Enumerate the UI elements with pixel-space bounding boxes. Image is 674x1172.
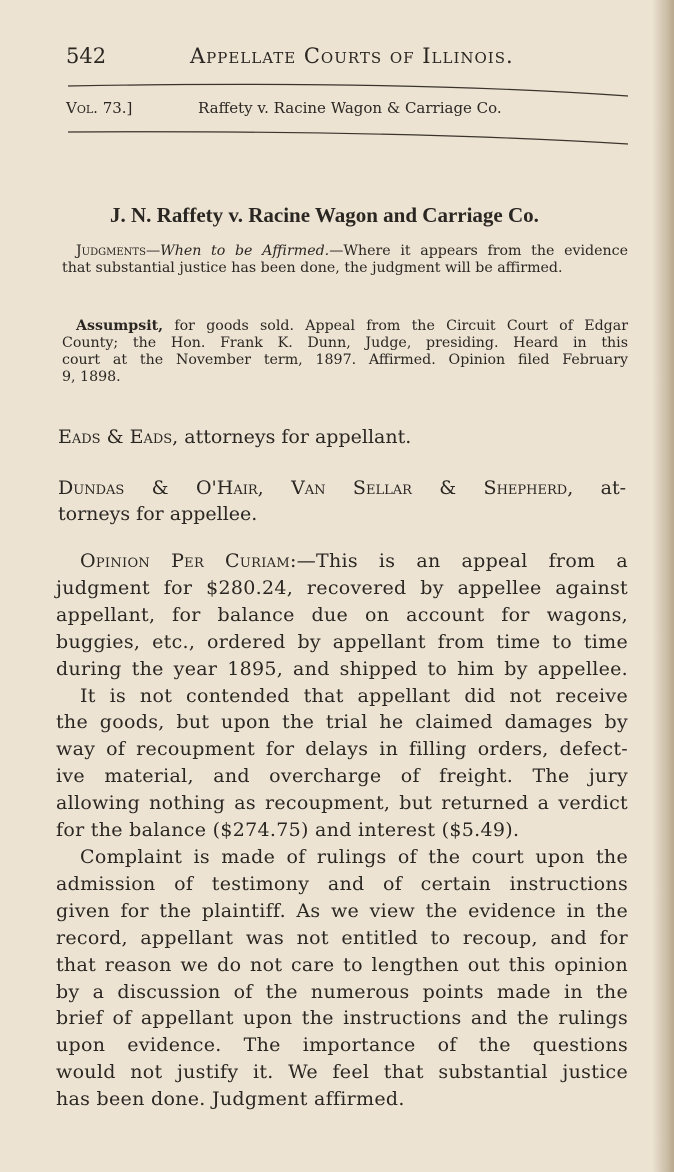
summary-line: 9, 1898. bbox=[62, 369, 121, 385]
opinion-line: Complaint is made of rulings of the court upon the bbox=[80, 845, 628, 868]
summary-text: for goods sold. Appeal from the Circuit Court of Edgar bbox=[163, 318, 628, 334]
opinion-line: buggies, etc., ordered by appellant from time to time bbox=[56, 630, 628, 653]
case-title: J. N. Raffety v. Racine Wagon and Carriage Co. bbox=[110, 203, 539, 227]
opinion-line: upon evidence. The importance of the questions bbox=[56, 1034, 628, 1057]
opinion-line: during the year 1895, and shipped to him by appellee. bbox=[56, 657, 628, 680]
opinion-line: record, appellant was not entitled to recoup, and for bbox=[56, 926, 628, 949]
opinion-line: allowing nothing as recoupment, but returned a verdict bbox=[56, 792, 628, 815]
opinion-line: by a discussion of the numerous points made in the bbox=[56, 980, 628, 1003]
appellant-attorneys bbox=[58, 424, 411, 450]
volume-label: Vol. 73.] bbox=[66, 99, 133, 117]
headnote-text: —Where it appears from the evidence bbox=[329, 243, 628, 259]
opinion-body bbox=[56, 548, 628, 1113]
opinion-line: judgment for $280.24, recovered by appellee against bbox=[56, 576, 628, 599]
opinion-line: given for the plaintiff. As we view the evidence in the bbox=[56, 899, 628, 922]
header-rule-top bbox=[68, 84, 628, 96]
opinion-line bbox=[56, 548, 628, 575]
opinion-line: that reason we do not care to lengthen out this opinion bbox=[56, 953, 628, 976]
opinion-line: ive material, and overcharge of freight. The jury bbox=[56, 765, 628, 788]
case-summary bbox=[62, 318, 628, 386]
header-rule-bottom bbox=[68, 132, 628, 144]
opinion-line: way of recoupment for delays in filling orders, defect- bbox=[56, 738, 628, 761]
opinion-line: appellant, for balance due on account for wagons, bbox=[56, 603, 628, 626]
opinion-line: would not justify it. We feel that substantial justice bbox=[56, 1061, 628, 1084]
running-case-name: Raffety v. Racine Wagon & Carriage Co. bbox=[198, 99, 502, 117]
opinion-line: for the balance ($274.75) and interest ($5.49). bbox=[56, 819, 520, 842]
opinion-lead: Opinion Per Curiam: bbox=[80, 550, 297, 572]
summary-lead: Assumpsit, bbox=[76, 318, 164, 334]
opinion-text: —This is an appeal from a bbox=[296, 550, 628, 572]
appellee-attorneys bbox=[58, 475, 626, 527]
appellee-line: torneys for appellee. bbox=[58, 503, 258, 525]
opinion-line: has been done. Judgment affirmed. bbox=[56, 1088, 405, 1111]
appellee-attorney-names: Dundas & O'Hair, Van Sellar & Shepherd bbox=[58, 477, 568, 499]
appellee-text: , at- bbox=[567, 477, 626, 499]
headnote bbox=[62, 243, 628, 277]
opinion-line: the goods, but upon the trial he claimed damages by bbox=[56, 711, 628, 734]
headnote-topic: Judgments bbox=[76, 243, 146, 259]
summary-line: County; the Hon. Frank K. Dunn, Judge, presiding. Heard in this bbox=[62, 335, 628, 351]
opinion-line: brief of appellant upon the instructions and the rulings bbox=[56, 1007, 628, 1030]
page-edge-shadow bbox=[652, 0, 674, 1172]
opinion-line: It is not contended that appellant did not receive bbox=[80, 684, 628, 707]
header-rules bbox=[0, 0, 674, 160]
headnote-line: that substantial justice has been done, the judgment will be affirmed. bbox=[62, 260, 563, 276]
opinion-line: admission of testimony and of certain instructions bbox=[56, 872, 628, 895]
appellant-attorney-names: Eads & Eads bbox=[58, 426, 173, 448]
headnote-line bbox=[62, 243, 628, 260]
page-number: 542 bbox=[66, 44, 107, 68]
headnote-subtopic: —When to be Affirmed. bbox=[145, 243, 330, 259]
running-title: Appellate Courts of Illinois. bbox=[190, 44, 514, 68]
appellant-attorney-role: , attorneys for appellant. bbox=[172, 426, 412, 448]
summary-line bbox=[62, 318, 628, 335]
summary-line: court at the November term, 1897. Affirmed. Opinion filed February bbox=[62, 352, 628, 368]
appellee-line bbox=[58, 475, 626, 501]
